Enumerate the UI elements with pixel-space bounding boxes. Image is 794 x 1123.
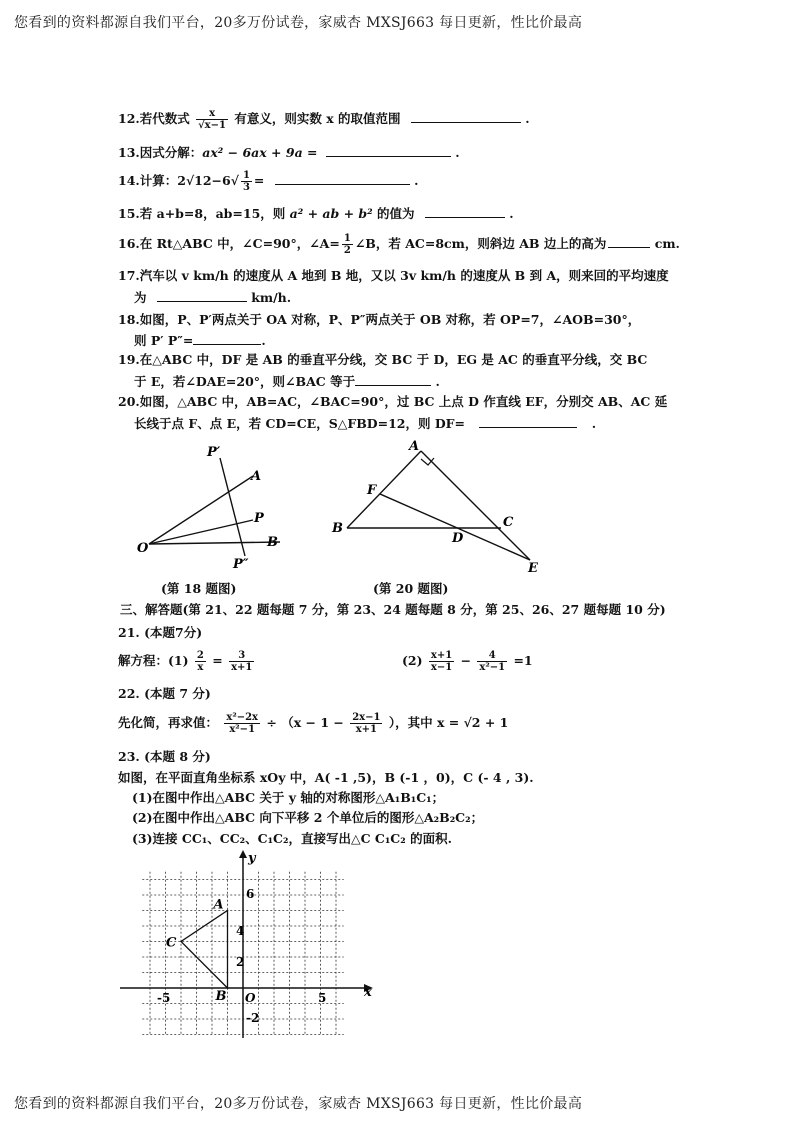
fraction: $\frac{\text{x²−2x}}{\text{x²−1}}$ [226,712,259,735]
label-p-double-prime: P″ [233,557,249,572]
question-21-line: 解方程：(1) $\frac{2}{x}$ = $\frac{3}{x+1}$ [118,650,253,673]
top-banner: 您看到的资料都源自我们平台，20多万份试卷，家威杏 MXSJ663 每日更新，性比价最高 [14,15,583,31]
label-p-prime: P′ [207,445,221,460]
y-axis-arrow-icon [239,850,247,858]
label-b: B [267,535,278,550]
question-19-line-2: 于 E，若∠DAE=20°，则∠BAC 等于 . [134,374,440,389]
bottom-banner: 您看到的资料都源自我们平台，20多万份试卷，家威杏 MXSJ663 每日更新，性比价最高 [14,1096,583,1112]
label-f: F [367,483,377,498]
question-15: 15.若 a+b=8，ab=15，则 a² + ab + b² 的值为 . [118,206,514,221]
segment-p-prime-p-double-prime [220,458,245,556]
x-axis-label: x [364,985,372,1000]
figure-20 [325,440,555,580]
question-12: 12.若代数式 $\frac{x}{√x-1}$ 有意义，则实数 x 的取值范围 . [118,108,530,131]
answer-blank[interactable] [411,110,521,123]
question-23-stem: 如图，在平面直角坐标系 xOy 中，A( -1 ,5)，B (-1 ，0)，C (- 4 , 3). [118,770,534,785]
tick-label-6: 6 [246,887,255,901]
question-17-line-2: 为 km/h. [134,290,292,305]
origin-label: O [245,991,256,1005]
question-18-line-2: 则 P′ P″= . [134,333,266,348]
figure-20-caption: (第 20 题图) [373,581,449,596]
answer-blank[interactable] [479,415,577,428]
fraction: $\frac{x+1}{x-1}$ [430,650,453,673]
label-a: A [251,469,262,484]
question-13: 13.因式分解：ax² − 6ax + 9a = . [118,145,460,160]
tick-label-neg2: -2 [246,1011,260,1025]
question-16: 16.在 Rt△ABC 中，∠C=90°，∠A= $\frac{1}{2}$ ∠B，若 AC=8cm，则斜边 AB 边上的高为 cm. [118,233,680,256]
question-23-header: 23. (本题 8 分) [118,749,211,764]
y-axis-label: y [248,851,256,866]
label-c: C [503,515,514,530]
ray-oa [149,476,253,544]
question-17-line-1: 17.汽车以 v km/h 的速度从 A 地到 B 地，又以 3v km/h 的速度从 B 到 A，则来回的平均速度 [118,268,669,283]
answer-blank[interactable] [193,332,261,345]
question-23-part-1: (1)在图中作出△ABC 关于 y 轴的对称图形△A₁B₁C₁； [132,790,445,805]
tick-label-neg5: -5 [157,991,171,1005]
label-o: O [137,541,149,556]
point-c-label: C [166,935,177,951]
label-d: D [452,531,464,546]
tick-label-2: 2 [236,955,245,969]
question-20-line-1: 20.如图，△ABC 中，AB=AC，∠BAC=90°，过 BC 上点 D 作直线 EF，分别交 AB、AC 延 [118,394,668,409]
label-a: A [409,440,420,454]
fraction: $\frac{1}{2}$ [343,233,351,256]
fraction: $\frac{x}{√x-1}$ [198,108,226,131]
answer-blank[interactable] [275,172,410,185]
ray-ob [149,542,280,544]
question-22-header: 22. (本题 7 分) [118,686,211,701]
triangle-abc [181,911,228,989]
question-20-line-2: 长线于点 F、点 E，若 CD=CE，S△FBD=12，则 DF= . [134,416,597,431]
question-23-part-3: (3)连接 CC₁、CC₂、C₁C₂，直接写出△C C₁C₂ 的面积. [132,831,452,846]
question-23-part-2: (2)在图中作出△ABC 向下平移 2 个单位后的图形△A₂B₂C₂； [132,810,484,825]
answer-blank[interactable] [355,373,431,386]
tick-label-4: 4 [236,924,245,938]
label-p: P [254,511,264,526]
question-21-header: 21. (本题7分) [118,625,203,640]
fraction: $\frac{1}{3}$ [242,170,250,193]
question-18-line-1: 18.如图，P、P′两点关于 OA 对称，P、P″两点关于 OB 对称，若 OP=7，∠AOB=30°， [118,312,641,327]
coordinate-grid [118,850,378,1040]
answer-blank[interactable] [425,205,505,218]
side-ac-extended [421,451,530,560]
tick-label-5: 5 [318,991,327,1005]
point-a-label: A [213,897,224,913]
question-21-part-2: (2) $\frac{x+1}{x-1}$ − $\frac{4}{\text{x²−1}}$ =1 [402,650,533,673]
answer-blank[interactable] [157,289,247,302]
fraction: $\frac{4}{\text{x²−1}}$ [479,650,506,673]
fraction: $\frac{3}{x+1}$ [231,650,253,673]
figure-18-caption: (第 18 题图) [161,581,237,596]
label-e: E [528,561,538,576]
answer-blank[interactable] [608,235,650,248]
figure-18 [135,440,295,580]
fraction: $\frac{2}{x}$ [196,650,204,673]
question-14: 14.计算：2√12−6√ $\frac{1}{3}$ = . [118,170,419,193]
answer-blank[interactable] [326,144,451,157]
section-3-title: 三、解答题(第 21、22 题每题 7 分，第 23、24 题每题 8 分，第 25、26、27 题每题 10 分) [120,602,666,617]
side-ab [347,451,421,528]
label-b: B [332,521,343,536]
fraction: $\frac{2x-1}{x+1}$ [352,712,381,735]
question-22-line: 先化简，再求值： $\frac{\text{x²−2x}}{\text{x²−1}}$ ÷ （x − 1 − $\frac{2x-1}{x+1}$ ），其中 x = √2 + 1 [118,712,509,735]
question-19-line-1: 19.在△ABC 中，DF 是 AB 的垂直平分线，交 BC 于 D，EG 是 AC 的垂直平分线，交 BC [118,352,648,367]
point-b-label: B [215,989,227,1004]
